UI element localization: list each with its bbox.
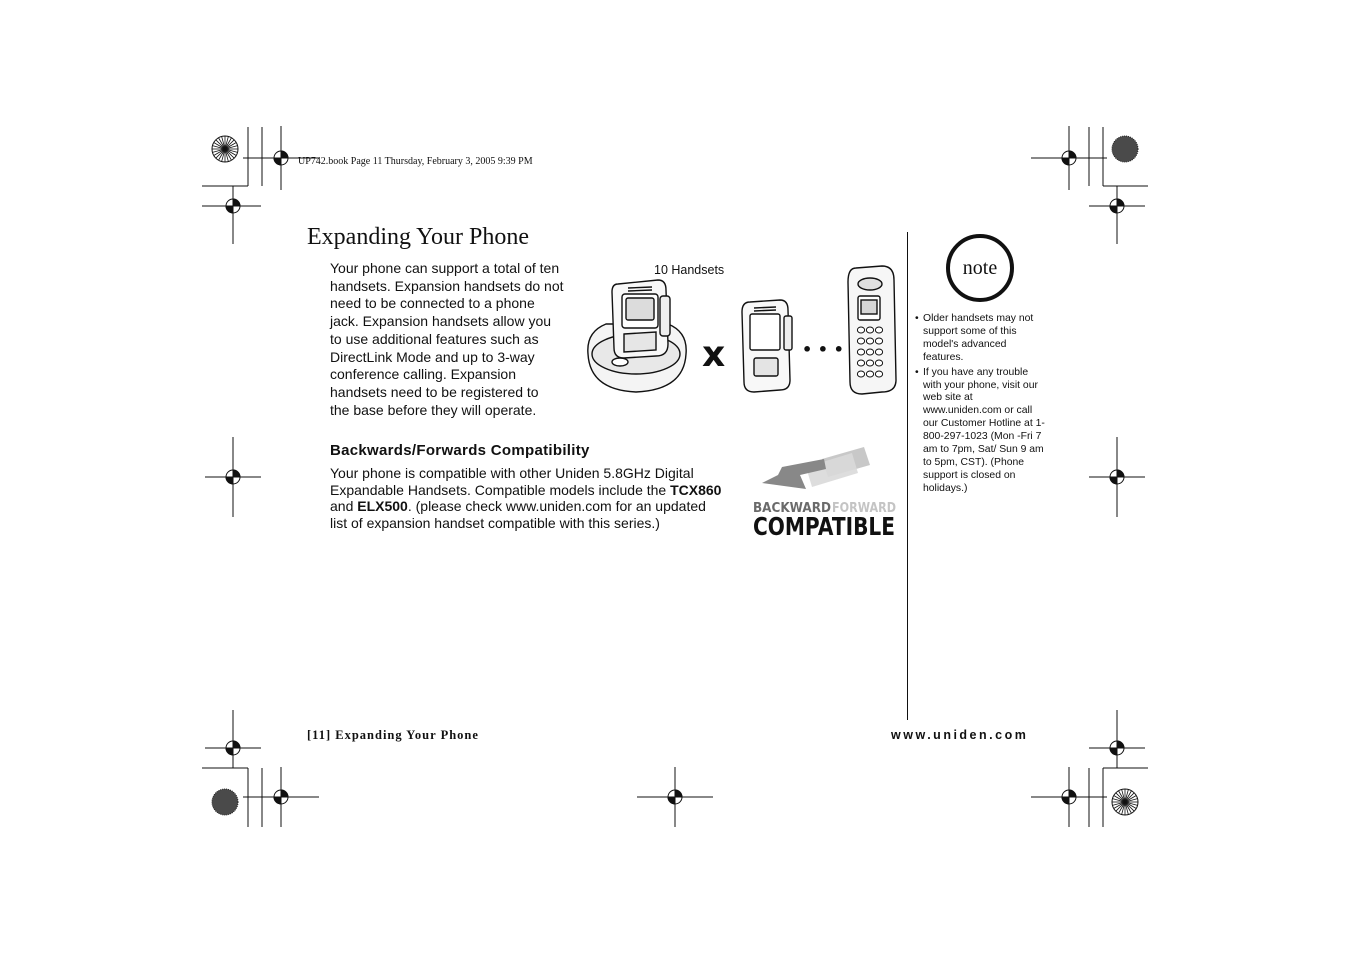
intro-line: the base before they will operate. — [330, 401, 537, 418]
keypad-key — [866, 338, 873, 344]
intro-line: DirectLink Mode and up to 3-way — [330, 348, 535, 365]
keypad-key — [875, 338, 882, 344]
intro-line: handsets need to be registered to — [330, 383, 539, 400]
handsets-label: 10 Handsets — [654, 263, 725, 277]
keypad-key — [857, 338, 864, 344]
note-item: • Older handsets may not support some of this model's advanced features. — [915, 313, 1047, 365]
model-elx500: ELX500 — [357, 498, 408, 515]
section-heading: Backwards/Forwards Compatibility — [330, 442, 590, 459]
keypad-key — [875, 327, 882, 333]
footer-page-label: [11] Expanding Your Phone — [307, 728, 479, 742]
note-item: • If you have any trouble with your phone, visit our web site at www.uniden.com or call our Customer Hotline at 1- 800-297-1023 (Mon -Fri 7 am to 7pm, Sat/ Sun 9 am to 5pm, CST). (Phone support is closed on holidays.) — [915, 367, 1047, 496]
compatibility-paragraph — [330, 465, 750, 531]
compat-line-text: . (please check www.uniden.com for an updated — [407, 498, 706, 515]
compat-line — [330, 482, 750, 499]
backward-forward-compatible-logo — [752, 445, 898, 541]
intro-line: to use additional features such as — [330, 330, 539, 347]
ellipsis: • • • — [802, 340, 844, 359]
logo-compatible: COMPATIBLE — [753, 512, 895, 541]
keypad-key — [857, 327, 864, 333]
multiply-symbol: x — [702, 334, 726, 375]
page-title: Expanding Your Phone — [307, 224, 530, 250]
keypad-key — [875, 349, 882, 355]
compat-line-text: Expandable Handsets. Compatible models include the — [330, 481, 671, 498]
keypad-key — [866, 349, 873, 355]
intro-line: conference calling. Expansion — [330, 366, 517, 383]
compat-line — [330, 498, 750, 515]
handsets-illustration — [584, 262, 900, 396]
logo-forward: FORWARD — [832, 501, 897, 516]
model-tcx860: TCX860 — [670, 481, 722, 498]
print-info-header: UP742.book Page 11 Thursday, February 3, 2005 9:39 PM — [298, 156, 533, 167]
compat-line: list of expansion handset compatible with this series.) — [330, 514, 660, 531]
note-label: note — [962, 257, 998, 279]
keypad-key — [857, 371, 864, 377]
sidebar-divider — [907, 232, 908, 720]
note-list — [915, 313, 1047, 498]
keypad-key — [866, 327, 873, 333]
keypad-key — [866, 371, 873, 377]
flip-phone — [742, 300, 792, 392]
intro-line: Your phone can support a total of ten — [330, 260, 560, 276]
keypad-key — [857, 349, 864, 355]
flip-phone-in-cradle — [612, 280, 670, 358]
compat-line: Your phone is compatible with other Uniden 5.8GHz Digital — [330, 465, 694, 481]
note-badge — [944, 232, 1016, 304]
intro-paragraph — [330, 260, 580, 419]
intro-line: handsets. Expansion handsets do not — [330, 277, 564, 294]
footer-website: www.uniden.com — [891, 728, 1029, 742]
keypad-key — [875, 371, 882, 377]
logo-backward: BACKWARD — [753, 501, 832, 516]
keypad-key — [875, 360, 882, 366]
keypad-key — [857, 360, 864, 366]
keypad-key — [866, 360, 873, 366]
intro-line: jack. Expansion handsets allow you — [330, 313, 552, 330]
intro-line: need to be connected to a phone — [330, 295, 535, 312]
compat-line-text: and — [330, 498, 358, 515]
